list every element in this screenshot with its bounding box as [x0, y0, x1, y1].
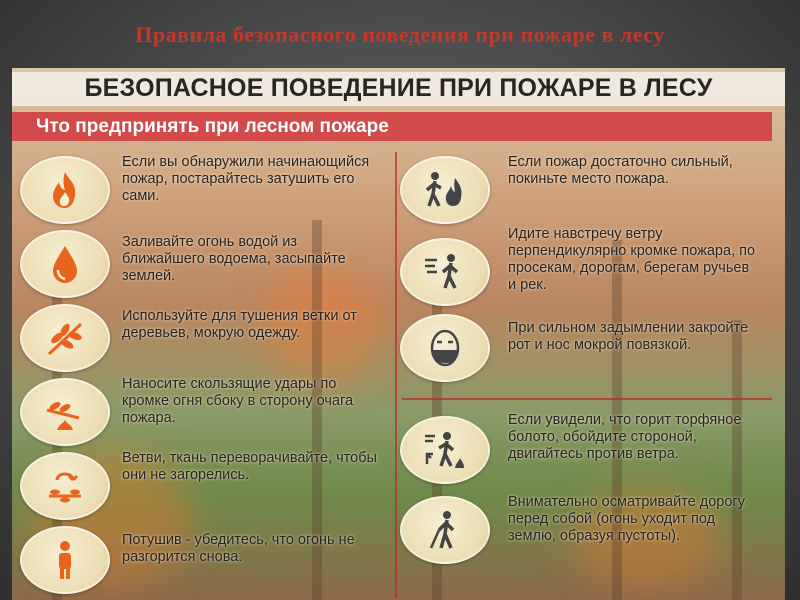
- walking-away-from-fire-icon: [400, 156, 490, 224]
- column-divider: [395, 152, 397, 598]
- flip-branches-icon: [20, 452, 110, 520]
- poster-title: БЕЗОПАСНОЕ ПОВЕДЕНИЕ ПРИ ПОЖАРЕ В ЛЕСУ: [12, 72, 785, 106]
- peat-bog-fire-icon: [400, 416, 490, 484]
- face-mask-icon: [400, 314, 490, 382]
- walking-stick-icon: [400, 496, 490, 564]
- item-text: Наносите скользящие удары по кромке огня сбоку в сторону очага пожара.: [122, 376, 354, 426]
- item-text: При сильном задымлении закройте рот и нос мокрой повязкой.: [508, 320, 749, 353]
- item-text: Если пожар достаточно сильный, покиньте место пожара.: [508, 154, 733, 187]
- walking-against-wind-icon: [400, 238, 490, 306]
- item-text: Ветви, ткань переворачивайте, чтобы они не загорелись.: [122, 450, 377, 483]
- item-text: Потушив - убедитесь, что огонь не разгорится снова.: [122, 532, 355, 565]
- person-icon: [20, 526, 110, 594]
- poster-subtitle: Что предпринять при лесном пожаре: [12, 112, 772, 141]
- water-drop-icon: [20, 230, 110, 298]
- item-text: Если увидели, что горит торфяное болото, обойдите стороной, двигайтесь против ветра.: [508, 412, 742, 462]
- row-divider: [402, 398, 772, 400]
- item-text: Идите навстречу ветру перпендикулярно кромке пожара, по просекам, дорогам, берегам ручьев и рек.: [508, 226, 756, 293]
- item-text: Используйте для тушения ветки от деревьев, мокрую одежду.: [122, 308, 357, 341]
- poster: [12, 68, 785, 600]
- item-text: Если вы обнаружили начинающийся пожар, постарайтесь затушить его сами.: [122, 154, 370, 204]
- fire-icon: [20, 156, 110, 224]
- branch-icon: [20, 304, 110, 372]
- item-text: Заливайте огонь водой из ближайшего водоема, засыпайте землей.: [122, 234, 346, 284]
- slide-title: Правила безопасного поведения при пожаре в лесу: [135, 22, 665, 47]
- branch-strike-icon: [20, 378, 110, 446]
- item-text: Внимательно осматривайте дорогу перед собой (огонь уходит под землю, образуя пустоты).: [508, 494, 745, 544]
